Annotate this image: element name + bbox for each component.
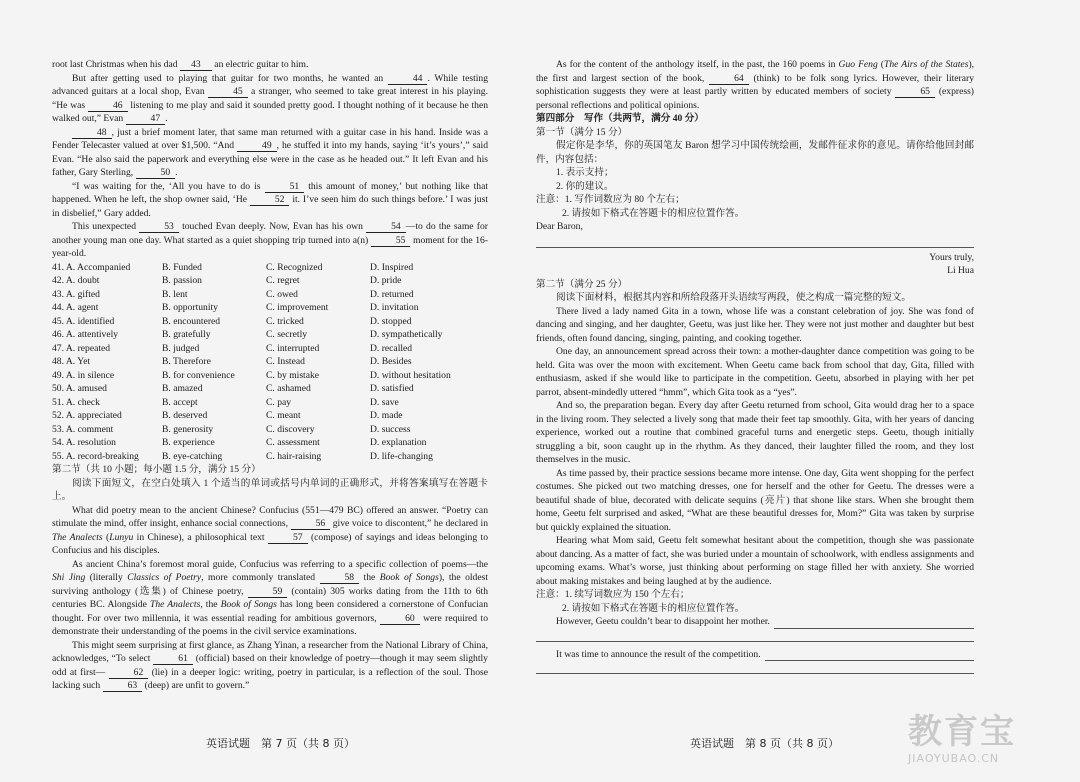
option-0-3: D. Inspired (370, 261, 414, 273)
page-8-content (536, 58, 974, 674)
option-6-1: B. judged (162, 342, 200, 354)
option-9-3: D. satisfied (370, 383, 414, 394)
writing-section-1-prompt: 假定你是李华，你的英国笔友 Baron 想学习中国传统绘画，发邮件征求你的意见。请你给他回封邮件，内容包括： (536, 140, 974, 165)
part-4-title: 第四部分 写作（共两节，满分 40 分） (536, 113, 704, 124)
cloze-options (52, 261, 488, 464)
option-8-1: B. for convenience (162, 369, 235, 381)
option-3-3: D. invitation (370, 302, 419, 313)
option-4-2: C. tricked (266, 315, 304, 327)
option-14-1: B. eye-catching (162, 450, 223, 462)
story-paragraph: And so, the preparation began. Every day after Geetu returned from school, Gita would drag her to a space in the living room. They selected a lively song that made their feet tap smoothly. Gita, with her years of dancing experience, worked out a routine that combined graceful turns and energetic steps. Geetu, though initially struggling a bit, soon caught up in the rhythm. As they danced, their laughter filled the room, and they lost themselves in the music. (536, 400, 974, 465)
writing-section-2-instructions: 阅读下面材料，根据其内容和所给段落开头语续写两段，使之构成一篇完整的短文。 (556, 292, 911, 303)
grammar-paragraph: What did poetry mean to the ancient Chinese? Confucius (551—479 BC) offered an answer. “Poetry can stimulate the mind, offer insight, enhance social connections, 56 give voice to discontent,” he declared in The Analects (Lunyu in Chinese), a philosophical text 57 (compose) of sayings and ideas belonging to Confucius and his disciples. (52, 504, 489, 556)
option-4-1: B. encountered (162, 315, 221, 327)
option-10-1: B. accept (162, 396, 198, 408)
answer-line (536, 629, 974, 642)
option-1-1: B. passion (162, 275, 202, 286)
option-4-3: D. stopped (370, 315, 412, 327)
option-10-3: D. save (370, 396, 399, 408)
page-7-footer: 英语试题 第 7 页（共 8 页） (206, 737, 355, 750)
option-3-0: 44. A. agent (52, 302, 99, 313)
option-6-0: 47. A. repeated (52, 342, 111, 354)
option-2-3: D. returned (370, 288, 414, 300)
watermark-text: 教育宝 (908, 712, 1016, 752)
option-11-2: C. meant (266, 410, 301, 421)
option-2-0: 43. A. gifted (52, 288, 100, 300)
option-8-2: C. by mistake (266, 369, 320, 381)
cloze-paragraph: root last Christmas when his dad 43 an electric guitar to him. (52, 59, 309, 70)
option-12-3: D. success (370, 423, 411, 435)
option-1-2: C. regret (266, 275, 300, 286)
option-8-3: D. without hesitation (370, 369, 451, 381)
option-2-1: B. lent (162, 288, 188, 300)
closing: Yours truly, (929, 251, 974, 263)
paragraph-opening-1: However, Geetu couldn’t bear to disappoint her mother. (556, 616, 770, 627)
paragraph-opening-2: It was time to announce the result of the competition. (556, 648, 761, 660)
note: 2. 请按如下格式在答题卡的相应位置作答。 (562, 207, 745, 219)
option-5-1: B. gratefully (162, 329, 211, 340)
option-14-0: 55. A. record-breaking (52, 450, 139, 462)
option-1-3: D. pride (370, 275, 402, 286)
option-7-2: C. Instead (266, 356, 305, 367)
option-9-0: 50. A. amused (52, 383, 107, 394)
option-6-3: D. recalled (370, 342, 413, 354)
note: 注意：1. 写作词数应为 80 个左右； (536, 194, 685, 205)
section-2-title: 第二节（共 10 小题；每小题 1.5 分，满分 15 分） (52, 464, 261, 475)
grammar-paragraph: As ancient China’s foremost moral guide, Confucius was referring to a specific collection of poems—the Shi Jing (literally Classics of Poetry, more commonly translated 58 the Book of Songs), the oldest surviving anthology (选集) of Chinese poetry, 59 (contain) 305 works dating from the 11th to 6th centuries BC. Alongside The Analects, the Book of Songs has long been considered a cornerstone of Confucian thought. For over two millennia, it was essential reading for ambitious governors, 60 were required to demonstrate their understanding of the poems in the civil service examinations. (52, 558, 488, 637)
option-9-2: C. ashamed (266, 383, 311, 394)
grammar-paragraph: As for the content of the anthology itself, in the past, the 160 poems in Guo Feng (The Airs of the States), the first and largest section of the book, 64 (think) to be folk song lyrics. However, their literary sophistication suggests they were at least partly written by educated members of society 65 (express) personal reflections and political opinions. (536, 59, 975, 111)
option-14-2: C. hair-raising (266, 450, 322, 462)
page-7-content (52, 58, 488, 693)
cloze-paragraph: “I was waiting for the, ‘All you have to do is 51 this amount of money,’ but nothing like that happened. When he left, the shop owner said, ‘He 52 it. I’ve seen him do such things before.’ I was just in disbelief,” Gary added. (52, 180, 488, 219)
prompt-item: 1. 表示支持； (556, 167, 614, 178)
option-10-2: C. pay (266, 396, 292, 408)
option-6-2: C. interrupted (266, 342, 320, 354)
story-paragraph: As time passed by, their practice sessions became more intense. One day, Gita went shopping for the perfect costumes. She picked out two matching dresses, one for herself and the other for Geetu. The dresses were a beautiful shade of blue, decorated with delicate sequins (亮片) that shone like stars. When she brought them home, Geetu felt surprised and asked, “What are these beautiful dresses for, Mom?” Gita was taken by surprise but quickly explained the situation. (536, 467, 974, 533)
option-7-3: D. Besides (370, 356, 412, 367)
cloze-paragraph: 48 , just a brief moment later, that same man returned with a guitar case in his hand. Inside was a Fender Telecaster valued at over $1,500. “And 49 , he stuffed it into my hands, saying ‘it’s yours’,” said Evan. “He also said the paperwork and everything else were in the case as he headed out.” It left Evan and his father, Gary Sterling, 50 . (52, 126, 488, 178)
cloze-paragraph: This unexpected 53 touched Evan deeply. Now, Evan has his own 54 —to do the same for another young man one day. What started as a quiet shopping trip turned into a(n) 55 moment for the 16-year-old. (52, 221, 489, 259)
option-11-3: D. made (370, 410, 403, 421)
option-1-0: 42. A. doubt (52, 275, 100, 286)
option-2-2: C. owed (266, 288, 298, 300)
section-2-instructions: 阅读下面短文，在空白处填入 1 个适当的单词或括号内单词的正确形式，并将答案填写在答题卡上。 (52, 477, 488, 502)
answer-line (536, 661, 974, 674)
grammar-paragraph: This might seem surprising at first glance, as Zhang Yinan, a researcher from the National Library of China, acknowledges, “To select 61 (official) based on their knowledge of poetry—though it may seem slightly odd at first— 62 (lie) in a deeper logic: writing, poetry in particular, is a reflection of the soul. Those lacking such 63 (deep) are unfit to govern.” (52, 639, 488, 691)
option-9-1: B. amazed (162, 383, 203, 394)
cloze-paragraph: But after getting used to playing that guitar for two months, he wanted an 44 . While testing advanced guitars at a local shop, Evan 45 a stranger, who seemed to take great interest in his playing. “He was 46 listening to me play and said it sounded pretty good. I thought nothing of it because he then walked out,” Evan 47 . (52, 72, 488, 124)
option-11-1: B. deserved (162, 410, 208, 421)
story-paragraph: There lived a lady named Gita in a town, whose life was a constant celebration of joy. She was fond of dancing and singing, and her daughter, Geetu, was just like her. They were not just mother and daughter but best friends, often found dancing, singing, painting, and cooking together. (536, 305, 974, 344)
option-4-0: 45. A. identified (52, 315, 115, 327)
option-12-0: 53. A. comment (52, 423, 114, 435)
option-7-0: 48. A. Yet (52, 356, 91, 367)
option-12-1: B. generosity (162, 423, 214, 435)
continuation-start-1 (536, 615, 974, 629)
note: 注意：1. 续写词数应为 150 个左右； (536, 589, 690, 600)
option-12-2: C. discovery (266, 423, 315, 435)
option-5-0: 46. A. attentively (52, 329, 119, 340)
option-14-3: D. life-changing (370, 450, 433, 462)
signature-name: Li Hua (947, 265, 974, 276)
option-0-1: B. Funded (162, 261, 202, 273)
watermark-logo (908, 712, 1068, 774)
option-8-0: 49. A. in silence (52, 369, 115, 381)
watermark-url: JIAOYUBAO.CN (908, 752, 1000, 765)
option-11-0: 52. A. appreciated (52, 410, 122, 421)
option-5-2: C. secretly (266, 329, 308, 340)
option-7-1: B. Therefore (162, 356, 211, 367)
prompt-item: 2. 你的建议。 (556, 180, 614, 192)
option-10-0: 51. A. check (52, 396, 100, 408)
option-0-0: 41. A. Accompanied (52, 261, 131, 273)
option-5-3: D. sympathetically (370, 329, 443, 340)
salutation: Dear Baron, (536, 221, 583, 232)
option-13-0: 54. A. resolution (52, 437, 116, 448)
continuation-start-2 (536, 648, 974, 662)
story-paragraph: Hearing what Mom said, Geetu felt somewhat hesitant about the competition, though she was passionate about dancing. As a matter of fact, she was buried under a mountain of schoolwork, with endless assignments and upcoming exams. What’s worse, just thinking about performing on stage filled her with anxiety. She worried about making mistakes and being laughed at by the audience. (536, 535, 974, 587)
option-3-2: C. improvement (266, 302, 329, 313)
page-8-footer: 英语试题 第 8 页（共 8 页） (690, 737, 839, 750)
option-3-1: B. opportunity (162, 302, 218, 313)
option-13-1: B. experience (162, 437, 215, 448)
option-0-2: C. Recognized (266, 261, 323, 273)
option-13-3: D. explanation (370, 437, 427, 448)
answer-line (536, 234, 974, 248)
writing-section-1-title: 第一节（满分 15 分） (536, 126, 628, 138)
note: 2. 请按如下格式在答题卡的相应位置作答。 (562, 602, 745, 614)
writing-section-2-title: 第二节（满分 25 分） (536, 278, 628, 290)
story-paragraph: One day, an announcement spread across their town: a mother-daughter dance competition was going to be held. Gita was over the moon with excitement. When Geetu came back from school that day, Gita, filled with enthusiasm, asked if she would like to participate in the competition. Geetu, absorbed in playing with her pet parrot, absent-mindedly uttered “hmm”, which Gita took as a “yes”. (536, 346, 974, 398)
option-13-2: C. assessment (266, 437, 320, 448)
